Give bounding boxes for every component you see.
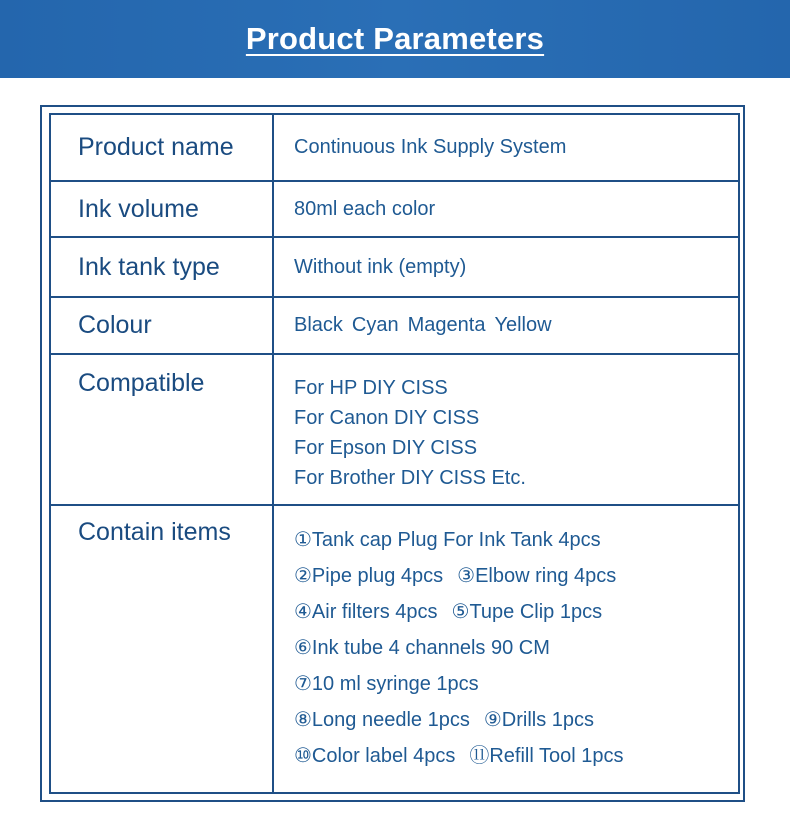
row-value-ink-tank-type: Without ink (empty) <box>274 238 738 298</box>
row-label-compatible: Compatible <box>51 355 274 506</box>
row-label-colour: Colour <box>51 298 274 355</box>
parameters-table <box>49 113 740 794</box>
row-label-product-name: Product name <box>51 115 274 182</box>
colour-yellow: Yellow <box>494 314 552 336</box>
item-line <box>294 558 616 594</box>
parameters-frame <box>40 105 745 802</box>
list-item: ③Elbow ring 4pcs <box>457 565 617 587</box>
row-value-ink-volume: 80ml each color <box>274 182 738 238</box>
list-item: ②Pipe plug 4pcs <box>294 565 444 587</box>
list-item: ①Tank cap Plug For Ink Tank 4pcs <box>294 529 601 551</box>
row-value-contain-items <box>274 506 738 792</box>
row-value-compatible <box>274 355 738 506</box>
item-line <box>294 522 601 558</box>
colour-cyan: Cyan <box>351 314 399 336</box>
item-line <box>294 738 623 774</box>
compatible-line: For Epson DIY CISS <box>294 437 478 459</box>
page-title: Product Parameters <box>245 21 545 56</box>
list-item: ④Air filters 4pcs <box>294 601 438 623</box>
item-line <box>294 702 594 738</box>
list-item: ⑤Tupe Clip 1pcs <box>451 601 603 623</box>
list-item: ⑨Drills 1pcs <box>483 709 595 731</box>
list-item: ⑩Color label 4pcs <box>294 745 456 767</box>
colour-magenta: Magenta <box>407 314 486 336</box>
row-value-colour <box>274 298 738 355</box>
list-item: ⑧Long needle 1pcs <box>294 709 470 731</box>
list-item: ⑪Refill Tool 1pcs <box>469 745 624 767</box>
row-label-ink-volume: Ink volume <box>51 182 274 238</box>
item-line <box>294 666 479 702</box>
list-item: ⑥Ink tube 4 channels 90 CM <box>294 637 550 659</box>
compatible-line: For HP DIY CISS <box>294 377 448 399</box>
item-line <box>294 594 602 630</box>
header-banner <box>0 0 790 78</box>
item-line <box>294 630 550 666</box>
compatible-line: For Brother DIY CISS Etc. <box>294 467 526 489</box>
compatible-line: For Canon DIY CISS <box>294 407 480 429</box>
row-value-product-name: Continuous Ink Supply System <box>274 115 738 182</box>
colour-black: Black <box>294 314 343 336</box>
row-label-ink-tank-type: Ink tank type <box>51 238 274 298</box>
list-item: ⑦10 ml syringe 1pcs <box>294 673 479 695</box>
row-label-contain-items: Contain items <box>51 506 274 792</box>
